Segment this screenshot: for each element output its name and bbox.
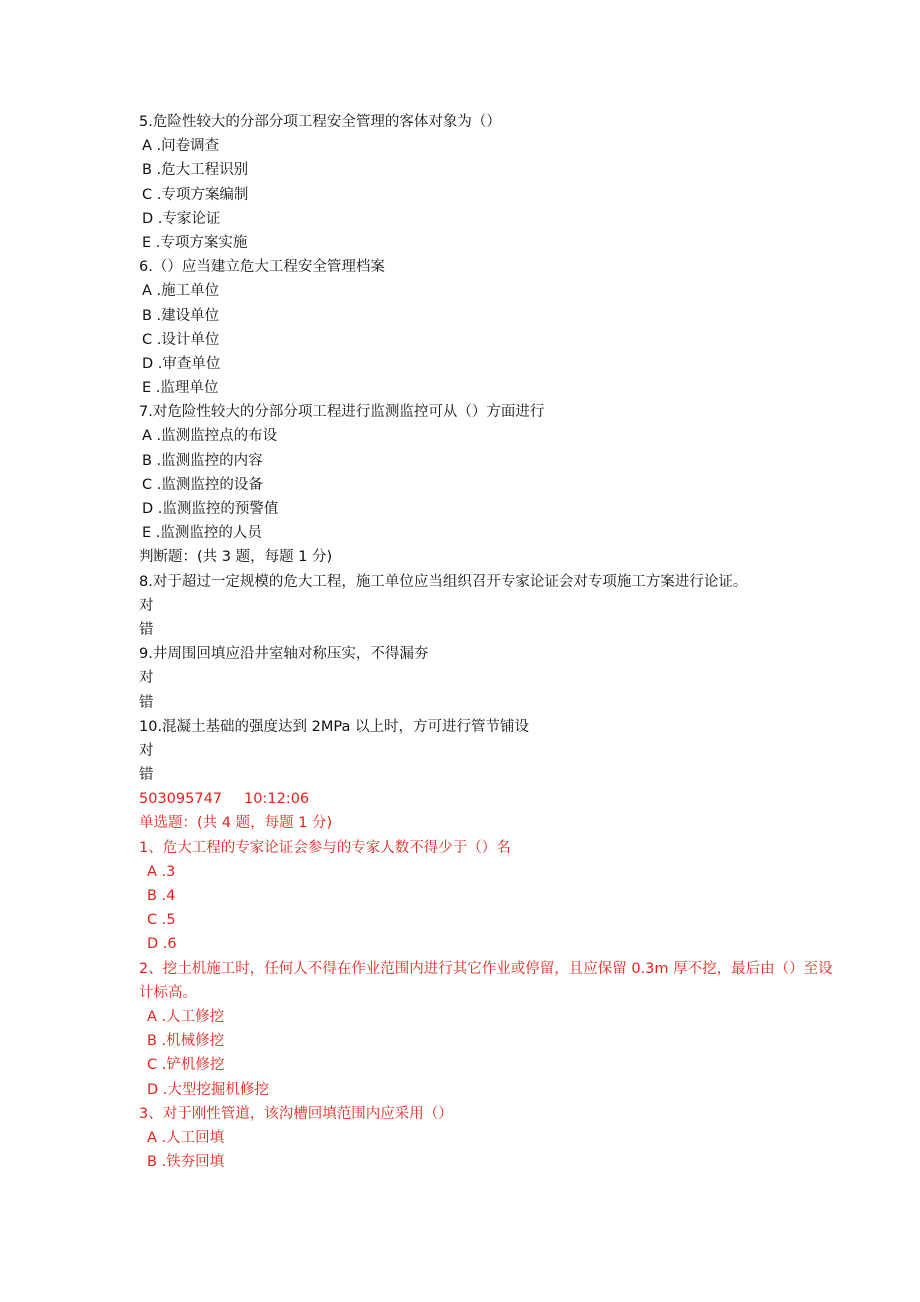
question-7-option-c: C .监测监控的设备 [142, 476, 263, 493]
red-question-2-option-b: B .机械修挖 [147, 1033, 225, 1050]
red-question-3-option-a: A .人工回填 [147, 1129, 225, 1146]
red-question-2-option-a: A .人工修挖 [147, 1008, 225, 1025]
question-5-option-c: C .专项方案编制 [142, 186, 249, 203]
document-page [139, 110, 839, 1174]
red-question-2-option-c: C .铲机修挖 [147, 1057, 225, 1074]
question-9-true: 对 [139, 670, 154, 687]
exam-time: 10:12:06 [244, 791, 310, 808]
question-10-false: 错 [139, 767, 154, 784]
question-7-option-a: A .监测监控点的布设 [142, 428, 278, 445]
question-6-option-d: D .审查单位 [142, 355, 221, 372]
question-5-option-a: A .问卷调查 [142, 138, 220, 155]
question-7-option-b: B .监测监控的内容 [142, 452, 263, 469]
exam-id-time [139, 787, 839, 811]
red-question-3-stem: 3、对于刚性管道，该沟槽回填范围内应采用（） [139, 1105, 453, 1122]
question-6-stem: 6.（）应当建立危大工程安全管理档案 [139, 259, 385, 276]
question-9-false: 错 [139, 694, 154, 711]
question-10-stem: 10.混凝土基础的强度达到 2MPa 以上时，方可进行管节铺设 [139, 718, 529, 735]
red-question-1-option-d: D .6 [147, 936, 177, 953]
red-question-1-option-b: B .4 [147, 888, 176, 904]
question-7-option-e: E .监测监控的人员 [142, 525, 262, 542]
exam-id: 503095747 [139, 791, 223, 808]
question-5-option-b: B .危大工程识别 [142, 162, 249, 179]
judge-section-header: 判断题：(共 3 题，每题 1 分) [139, 549, 333, 566]
red-question-3-option-b: B .铁夯回填 [147, 1154, 225, 1171]
question-6-option-b: B .建设单位 [142, 307, 220, 324]
question-5-stem: 5.危险性较大的分部分项工程安全管理的客体对象为（） [139, 114, 501, 130]
question-6-option-e: E .监理单位 [142, 380, 219, 397]
red-question-2-stem: 2、挖土机施工时，任何人不得在作业范围内进行其它作业或停留，且应保留 0.3m 厚不挖，最后由（）至设计标高。 [139, 960, 833, 1001]
question-8-stem: 8.对于超过一定规模的危大工程，施工单位应当组织召开专家论证会对专项施工方案进行论证。 [139, 573, 748, 590]
question-10-true: 对 [139, 742, 154, 759]
question-7-stem: 7.对危险性较大的分部分项工程进行监测监控可从（）方面进行 [139, 404, 545, 421]
single-choice-section-header: 单选题：(共 4 题，每题 1 分) [139, 815, 333, 832]
question-8-true: 对 [139, 597, 154, 614]
question-6-option-a: A .施工单位 [142, 283, 220, 300]
question-7-option-d: D .监测监控的预警值 [142, 501, 279, 517]
question-8-false: 错 [139, 621, 154, 638]
question-9-stem: 9.井周围回填应沿井室轴对称压实，不得漏夯 [139, 646, 429, 663]
red-question-2-option-d: D .大型挖掘机修挖 [147, 1081, 269, 1098]
question-6-option-c: C .设计单位 [142, 331, 220, 348]
red-question-1-option-c: C .5 [147, 912, 176, 929]
red-question-1-option-a: A .3 [147, 863, 176, 880]
question-5-option-d: D .专家论证 [142, 210, 221, 227]
red-question-1-stem: 1、危大工程的专家论证会参与的专家人数不得少于（）名 [139, 839, 511, 856]
question-5-option-e: E .专项方案实施 [142, 234, 248, 251]
